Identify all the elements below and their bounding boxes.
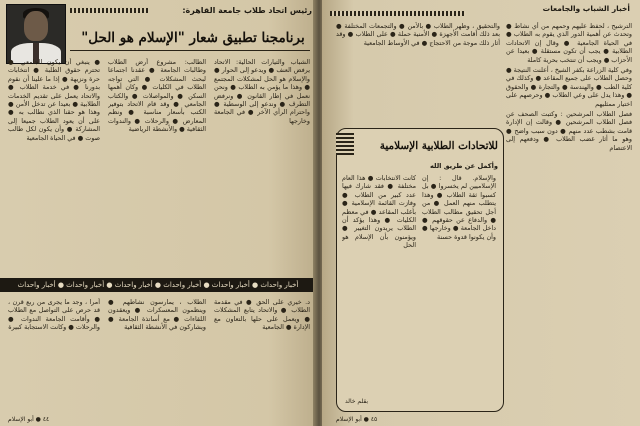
- paragraph: وفي كلية الزراعة بكفر الشيخ ، أعلنت النتيجة ● وحصل الطلاب على جميع المقاعد ● وكذلك في كلية الطب ● والهندسة ● والتجارة ● والحقوق ● وهذا يدل على وعي الطلاب ● وحرصهم على اختيار ممثليهم: [506, 66, 632, 108]
- byline: بقلم خالد: [345, 398, 369, 405]
- paragraph: والإسلام. قال : إن الإسلاميين لم يخسروا ● بل كسبوا ثقة الطلاب ● وهذا يتطلب منهم العمل ● من أجل تحقيق مطالب الطلاب ● والدفاع عن حقوقهم ● داخل الجامعة ● وخارجها ● وأن يكونوا قدوة حسنة: [422, 174, 496, 241]
- paragraph: فصل الطلاب المرشحين : وكتبت الصحف عن فصل الطلاب المرشحين ● وقالت إن الإدارة قامت بشطب عدد منهم ● دون سبب واضح ● وهو ما أثار غضب الطلاب ● ودفعهم إلى الاعتصام: [506, 110, 632, 152]
- paragraph: الترشيح ، لحفظ عليهم وحمهم من أي نشاط ● وتحدث عن أهمية الدور الذي يقوم به الطلاب ● في الحياة الجامعية ● وقال إن الاتحادات الطلابية ● يجب أن تكون مستقلة ● بعيدا عن الأحزاب ● ويجب أن تنتخب بحرية كاملة: [506, 22, 632, 64]
- paragraph: ● ينبغي أن يكون الجامعي ● تحترم حقوق الطلبة ● انتخابات حرة ونزيهة ● إذا ما علينا أن نقوم بدورنا ● في خدمة الطلاب ● والاتحاد يعمل على تقديم الخدمات الطلابية ● بعيدا عن تدخل الأمن ● وهذا هو حقنا الذي نطالب به ● على أن يعود الطلاب جميعا إلى المشاركة ● وأن يكون لكل طالب صوت ● في الحياة الجامعية: [8, 58, 100, 142]
- news-ticker-bar: أخبار واحداث ● أخبار واحداث ● أخبار واحداث ● أخبار واحداث ● أخبار واحداث ● أخبار واحداث: [0, 278, 316, 292]
- paragraph: الشباب والتيارات الحالية: الاتحاد يرفض العنف ● ويدعو إلى الحوار ● والإسلام هو الحل لمشكلات المجتمع ● وهذا ما يؤمن به الطلاب ● ونحن نعمل في إطار القانون ● ونرفض التطرف ● وندعو إلى الوسطية ● واحترام الرأي الآخر ● في الجامعة وخارجها: [214, 58, 310, 125]
- article-kicker: رئيس اتحاد طلاب جامعة القاهرة:: [182, 6, 312, 15]
- section-kicker: أخبار الشباب والجامعات: [542, 4, 630, 13]
- paragraph: الطالب: مشروع أرض الطلاب وطالبات الجامعة ● عقدنا اجتماعا لبحث المشكلات ● التي تواجه الطلاب في الكليات ● وكان أهمها السكن ● والمواصلات ● والكتاب الجامعي ● وقد قام الاتحاد بتوفير الكتب بأسعار مناسبة ● ونظم المعارض ● والرحلات ● والندوات الثقافية ● والأنشطة الرياضية: [108, 58, 206, 134]
- left-column-3: [214, 58, 310, 274]
- bottom-column-3: [214, 298, 310, 410]
- portrait-photo: [6, 4, 66, 64]
- box-title: للاتحادات الطلابية الإسلامية: [379, 140, 498, 152]
- right-column-1: [506, 22, 632, 410]
- left-page-folio: ٤٤ ● أبو الإسلام: [8, 416, 50, 423]
- paragraph: الطلاب ، يمارسون نشاطهم ● وينظمون المعسكرات ● ويعقدون اللقاءات ● مع أساتذة الجامعة ● ويشاركون في الأنشطة الثقافية: [108, 298, 206, 332]
- box-column-2: [342, 174, 416, 396]
- section-kicker-decoration: [330, 11, 466, 16]
- paragraph: أمرا ، وجد ما يجرى من ربع قرن ، قد حرص على التواصل مع الطلاب ● وأقامت الجامعة الندوات ● والرحلات ● وكانت الاستجابة كبيرة: [8, 298, 100, 332]
- right-column-2: [336, 22, 500, 122]
- bottom-column-1: [8, 298, 100, 410]
- article-headline: برنامجنا تطبيق شعار "الإسلام هو الحل": [81, 30, 305, 46]
- paragraph: د. خيري على الحق ● في مقدمة الطلاب ● والاتحاد يتابع المشكلات ● ويعمل على حلها بالتعاون مع الإدارة ● الجامعية: [214, 298, 310, 332]
- box-column-1: [422, 174, 496, 396]
- headline-rule: [70, 50, 310, 51]
- kicker-decoration: [70, 8, 150, 13]
- paragraph: والتحقيق ، وظهر الطلاب ● بالأمن ● والتجمعات المختلفة ● بعد ذلك أقامت الأجهزة ● الأمنية حملة ● على الطلاب ● وقد أثار ذلك موجة من الاحتجاج ● في الأوساط الجامعية: [336, 22, 500, 47]
- left-column-1: [8, 58, 100, 274]
- right-page-folio: ٤٥ ● أبو الإسلام: [336, 416, 378, 423]
- box-subheading: وأكمل عن طريق الله: [430, 162, 498, 170]
- left-column-2: [108, 58, 206, 274]
- paragraph: كانت الانتخابات ● هذا العام مختلفة ● فقد شارك فيها عدد كبير من الطلاب ● وفازت القائمة الإسلامية ● بأغلب المقاعد ● في معظم الكليات ● وهذا يؤكد أن الطلاب يريدون التغيير ● ويؤمنون بأن الإسلام هو الحل: [342, 174, 416, 250]
- bottom-column-2: [108, 298, 206, 410]
